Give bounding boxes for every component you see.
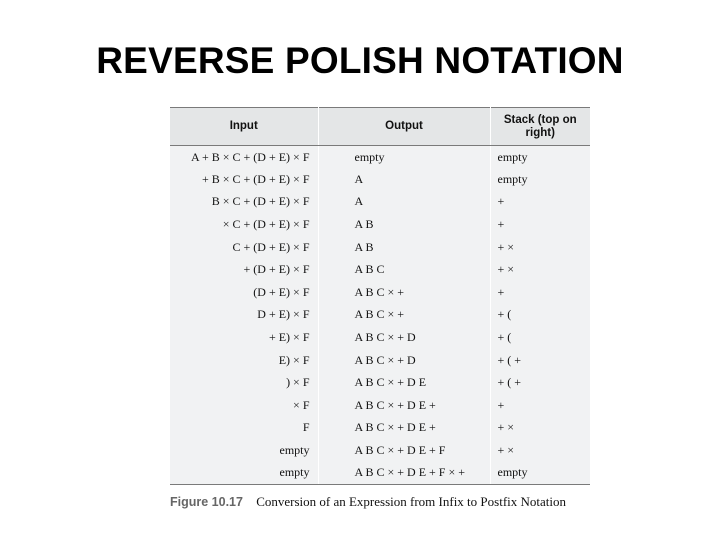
cell-input: empty bbox=[170, 462, 318, 485]
cell-stack: empty bbox=[497, 149, 528, 164]
cell-stack: + ( bbox=[497, 330, 512, 345]
cell-input: (D + E) × F bbox=[170, 281, 318, 304]
table-header-row bbox=[170, 108, 590, 146]
table-row bbox=[170, 236, 590, 259]
cell-output: A B C bbox=[318, 258, 490, 281]
table-row bbox=[170, 439, 590, 462]
cell-stack: + × bbox=[497, 443, 515, 458]
figure-caption bbox=[170, 494, 590, 510]
cell-output: A B bbox=[318, 213, 490, 236]
table-row bbox=[170, 191, 590, 214]
cell-output: A B C × + D E + F bbox=[318, 439, 490, 462]
cell-stack: + ( + bbox=[497, 352, 522, 367]
cell-output: A B C × + D E + bbox=[318, 394, 490, 417]
table-row bbox=[170, 371, 590, 394]
cell-stack: + × bbox=[497, 239, 515, 254]
cell-stack: + bbox=[497, 194, 505, 209]
figure bbox=[170, 107, 590, 510]
cell-output: A B C × + D bbox=[318, 349, 490, 372]
cell-stack: + ( + bbox=[497, 375, 522, 390]
cell-stack: + bbox=[497, 284, 505, 299]
table-row bbox=[170, 326, 590, 349]
cell-input: + E) × F bbox=[170, 326, 318, 349]
figure-caption-text: Conversion of an Expression from Infix to Postfix Notation bbox=[256, 493, 567, 509]
cell-input: × F bbox=[170, 394, 318, 417]
cell-stack: + × bbox=[497, 262, 515, 277]
table-row bbox=[170, 168, 590, 191]
cell-stack: + × bbox=[497, 420, 515, 435]
table-row bbox=[170, 213, 590, 236]
cell-input: B × C + (D + E) × F bbox=[170, 191, 318, 214]
cell-input: C + (D + E) × F bbox=[170, 236, 318, 259]
table-row bbox=[170, 394, 590, 417]
cell-input: ) × F bbox=[170, 371, 318, 394]
cell-output: A B C × + D bbox=[318, 326, 490, 349]
cell-stack: + ( bbox=[497, 307, 512, 322]
cell-output: A B C × + bbox=[318, 304, 490, 327]
table-row bbox=[170, 281, 590, 304]
cell-output: empty bbox=[318, 146, 490, 169]
cell-input: empty bbox=[170, 439, 318, 462]
conversion-table bbox=[170, 107, 590, 485]
cell-input: × C + (D + E) × F bbox=[170, 213, 318, 236]
cell-input: F bbox=[170, 417, 318, 440]
cell-input: E) × F bbox=[170, 349, 318, 372]
header-input: Input bbox=[170, 108, 318, 146]
table-row bbox=[170, 146, 590, 169]
slide-title: REVERSE POLISH NOTATION bbox=[96, 40, 624, 81]
cell-output: A B C × + bbox=[318, 281, 490, 304]
cell-input: A + B × C + (D + E) × F bbox=[170, 146, 318, 169]
cell-stack: + bbox=[497, 217, 505, 232]
cell-output: A B C × + D E + bbox=[318, 417, 490, 440]
cell-stack: empty bbox=[497, 171, 528, 186]
cell-stack: + bbox=[497, 397, 505, 412]
table-row bbox=[170, 462, 590, 485]
cell-input: + B × C + (D + E) × F bbox=[170, 168, 318, 191]
header-stack: Stack (top on right) bbox=[490, 108, 590, 146]
cell-output: A B C × + D E + F × + bbox=[318, 462, 490, 485]
table-row bbox=[170, 304, 590, 327]
cell-output: A bbox=[318, 168, 490, 191]
cell-output: A B bbox=[318, 236, 490, 259]
table-row bbox=[170, 258, 590, 281]
table-row bbox=[170, 417, 590, 440]
header-output: Output bbox=[318, 108, 490, 146]
cell-stack: empty bbox=[490, 462, 590, 485]
cell-output: A B C × + D E bbox=[318, 371, 490, 394]
cell-input: D + E) × F bbox=[170, 304, 318, 327]
figure-label: Figure 10.17 bbox=[170, 494, 243, 509]
cell-output: A bbox=[318, 191, 490, 214]
cell-input: + (D + E) × F bbox=[170, 258, 318, 281]
table-row bbox=[170, 349, 590, 372]
